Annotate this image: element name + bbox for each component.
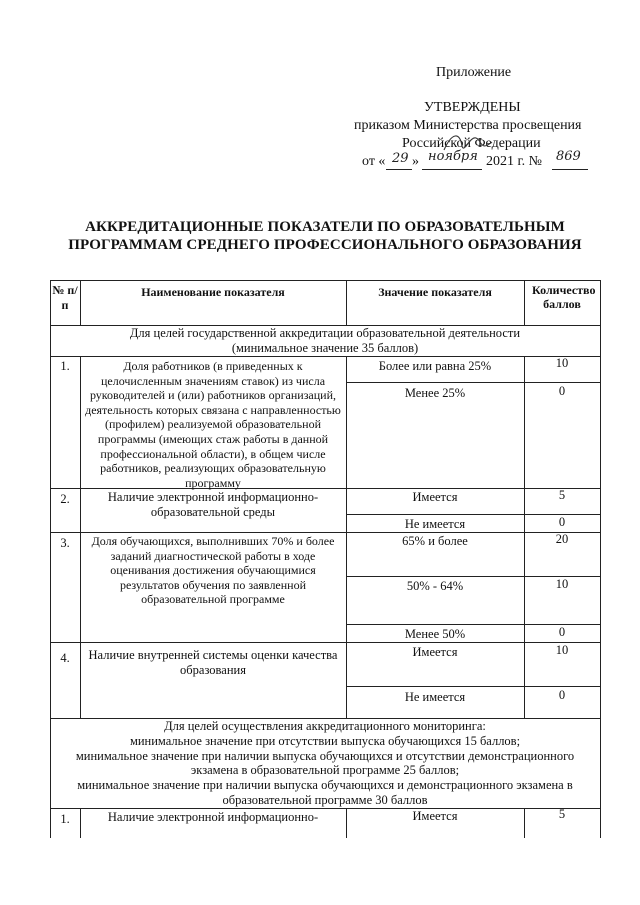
row1-value-2: Менее 25% (404, 386, 466, 400)
col-line-3b (524, 356, 525, 718)
section1-caption (52, 326, 598, 356)
row-line-3-bottom (50, 642, 600, 643)
header-name: Наименование показателя (141, 285, 285, 299)
col-line-2a (346, 280, 347, 325)
row-last-num: 1. (60, 812, 70, 826)
row2-num: 2. (60, 492, 70, 506)
title-line-2: ПРОГРАММАМ СРЕДНЕГО ПРОФЕССИОНАЛЬНОГО ОБРАЗОВАНИЯ (68, 237, 582, 253)
row4-points-2: 0 (558, 688, 566, 702)
section1-line-1: Для целей государственной аккредитации образовательной деятельности (129, 326, 521, 340)
row2-value-1: Имеется (412, 490, 458, 504)
section2-caption (52, 719, 598, 808)
row1-split (346, 382, 600, 383)
section2-line-3: минимальное значение при наличии выпуска обучающихся и отсутствии демонстрационного (75, 748, 575, 763)
table-border-left (50, 280, 51, 838)
row4-split (346, 686, 600, 687)
appendix-label: Приложение (436, 65, 512, 80)
order-number: 869 (556, 149, 581, 164)
col-line-1c (80, 808, 81, 838)
row1-num: 1. (60, 359, 70, 373)
row1-value-1: Более или равна 25% (378, 359, 492, 373)
row4-points-1: 10 (555, 643, 569, 657)
row4-name: Наличие внутренней системы оценки качества образования (88, 648, 338, 677)
row1-points-2: 0 (558, 384, 566, 398)
row1-points-1: 10 (555, 356, 569, 370)
row3-value-2: 50% - 64% (406, 579, 464, 593)
row3-points-3: 0 (558, 625, 566, 639)
row2-points-2: 0 (558, 515, 566, 529)
date-day-line (386, 169, 412, 170)
title-line-1: АККРЕДИТАЦИОННЫЕ ПОКАЗАТЕЛИ ПО ОБРАЗОВАТЕЛЬНЫМ (85, 219, 565, 235)
row2-points-1: 5 (558, 488, 566, 502)
row3-value-3: Менее 50% (404, 627, 466, 641)
header-value: Значение показателя (378, 285, 492, 299)
row4-value-1: Имеется (412, 645, 458, 659)
row3-num: 3. (60, 536, 70, 550)
order-line: приказом Министерства просвещения (354, 118, 582, 133)
table-border-right (600, 280, 601, 838)
row-last-value: Имеется (412, 809, 458, 823)
row3-points-1: 20 (555, 532, 569, 546)
date-month: ноября (428, 149, 478, 164)
col-line-3c (524, 808, 525, 838)
section2-line-5: минимальное значение при наличии выпуска обучающихся и демонстрационного экзамена в (77, 778, 573, 793)
row1-name: Доля работников (в приведенных к целочисленным значениям ставок) из числа руководителей и (или) работников организаций, деятельность которых связана с направленностью (профилем) реализуемой образовательной программы (имеющих стаж работы в данной профессиональной области), в общем числе работников, реализующих образовательную программу (85, 359, 341, 490)
document-title (40, 218, 610, 254)
col-line-1b (80, 356, 81, 718)
date-month-line (422, 169, 482, 170)
section1-line-2: (минимальное значение 35 баллов) (231, 341, 419, 355)
row3-points-2: 10 (555, 577, 569, 591)
row3-value-1: 65% и более (402, 534, 468, 548)
section2-line-2: минимальное значение при отсутствии выпуска обучающихся 15 баллов; (129, 733, 521, 748)
order-number-line (552, 169, 588, 170)
section2-line-6: образовательной программе 30 баллов (222, 792, 428, 807)
header-points: Количество баллов (532, 283, 596, 311)
date-prefix: от « (362, 154, 386, 169)
col-line-2b (346, 356, 347, 718)
row-last-points: 5 (558, 807, 566, 821)
row-line-top (50, 280, 600, 281)
row2-value-2: Не имеется (404, 517, 466, 531)
date-day: 29 (392, 151, 409, 166)
section2-line-4: экзамена в образовательной программе 25 баллов; (190, 763, 460, 778)
header-num: № п/п (52, 283, 78, 312)
date-mid: » (412, 154, 419, 169)
col-line-3a (524, 280, 525, 325)
date-year: 2021 г. № (486, 154, 543, 169)
row4-num: 4. (60, 651, 70, 665)
row3-name: Доля обучающихся, выполнивших 70% и более заданий диагностической работы в ходе оценивания достижения обучающимися результатов обучения по заявленной образовательной программе (91, 534, 335, 607)
row-line-2-bottom (50, 532, 600, 533)
col-line-1a (80, 280, 81, 325)
section2-line-1: Для целей осуществления аккредитационного мониторинга: (164, 719, 486, 733)
col-line-2c (346, 808, 347, 838)
ministry-line: Российской Федерации (402, 136, 541, 151)
row2-name: Наличие электронной информационно-образовательной среды (107, 490, 319, 519)
row-last-name: Наличие электронной информационно- (107, 810, 319, 824)
approved-label: УТВЕРЖДЕНЫ (424, 100, 521, 115)
row-line-section1-bottom (50, 356, 600, 357)
row4-value-2: Не имеется (404, 690, 466, 704)
